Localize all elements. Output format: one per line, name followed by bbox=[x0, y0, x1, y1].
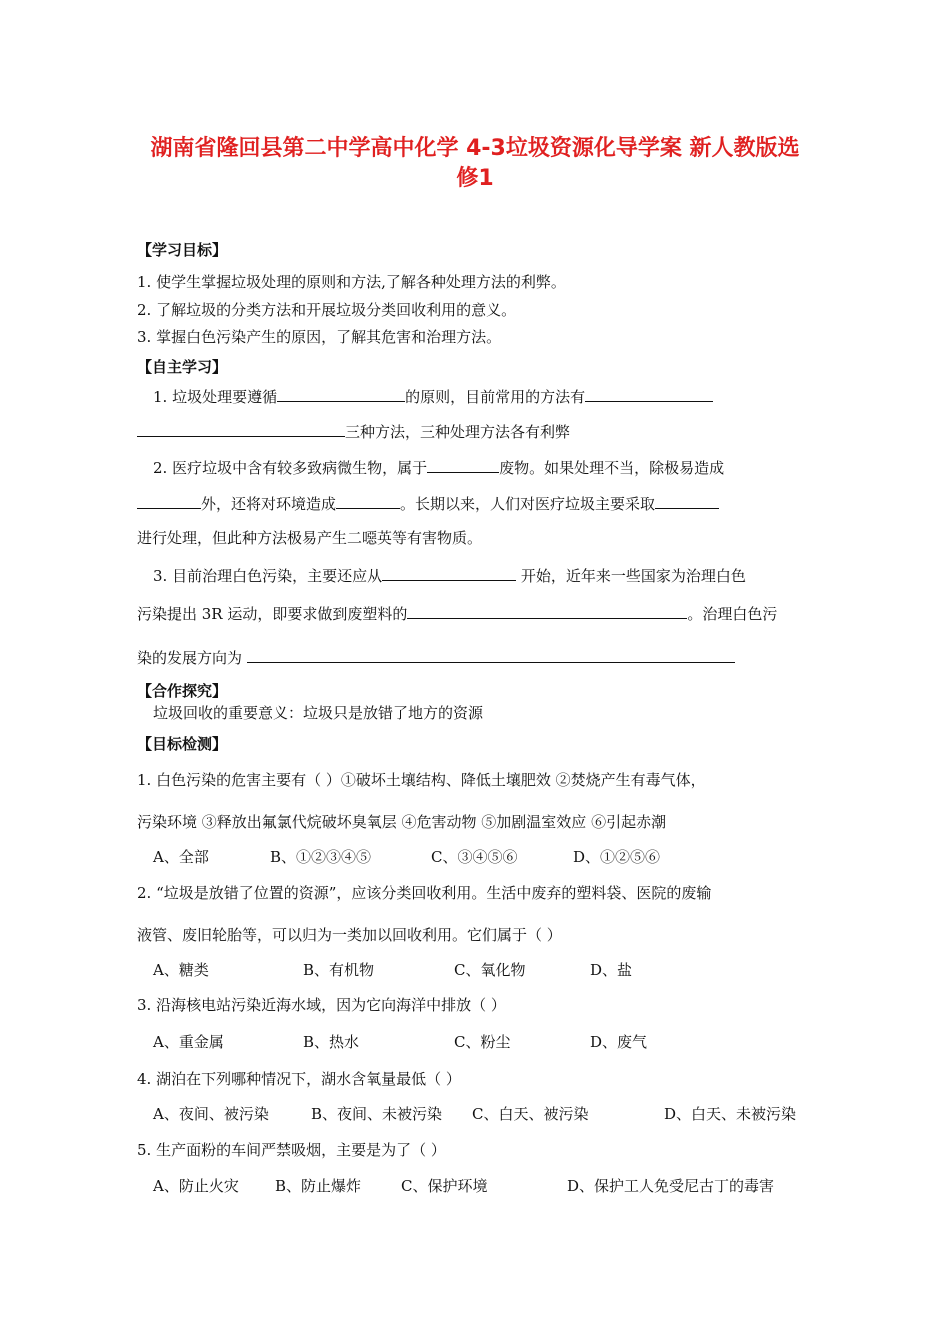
q5-option-c[interactable]: C、保护环境 bbox=[401, 1177, 488, 1195]
q3-blank-direction[interactable] bbox=[247, 646, 735, 663]
test-q1-options bbox=[153, 847, 660, 867]
test-q4-options bbox=[153, 1104, 796, 1124]
q1-option-c[interactable]: C、③④⑤⑥ bbox=[431, 848, 518, 866]
goal-item-3: 3. 掌握白色污染产生的原因，了解其危害和治理方法。 bbox=[137, 328, 502, 346]
q5-option-a[interactable]: A、防止火灾 bbox=[153, 1177, 239, 1195]
test-q2-line2: 液管、废旧轮胎等，可以归为一类加以回收利用。它们属于（ ） bbox=[137, 926, 562, 944]
test-q4: 4. 湖泊在下列哪种情况下，湖水含氧量最低（ ） bbox=[137, 1070, 461, 1088]
q3-text-a: 3. 目前治理白色污染，主要还应从 bbox=[153, 567, 383, 585]
section-heading-goals: 【学习目标】 bbox=[137, 241, 228, 259]
self-study-q1-line2 bbox=[137, 420, 570, 442]
q2-text-a: 2. 医疗垃圾中含有较多致病微生物，属于 bbox=[153, 459, 428, 477]
q1-blank-principle[interactable] bbox=[277, 385, 405, 402]
title-line-1: 湖南省隆回县第二中学高中化学 4-3垃圾资源化导学案 新人教版选 bbox=[150, 136, 800, 161]
q2-blank-treatment[interactable] bbox=[655, 492, 719, 509]
test-q2-options bbox=[153, 960, 632, 980]
q3-blank-3r[interactable] bbox=[407, 602, 687, 619]
test-q3: 3. 沿海核电站污染近海水域，因为它向海洋中排放（ ） bbox=[137, 996, 506, 1014]
q2-option-d[interactable]: D、盐 bbox=[590, 961, 633, 979]
q2-text-d: 。长期以来，人们对医疗垃圾主要采取 bbox=[400, 495, 656, 513]
q3-text-c: 污染提出 3R 运动，即要求做到废塑料的 bbox=[137, 605, 408, 623]
q3-option-b[interactable]: B、热水 bbox=[303, 1033, 360, 1051]
section-heading-cooperate: 【合作探究】 bbox=[137, 682, 228, 700]
q3-text-e: 染的发展方向为 bbox=[137, 649, 247, 667]
q4-option-d[interactable]: D、白天、未被污染 bbox=[664, 1105, 797, 1123]
self-study-q2-line2 bbox=[137, 492, 719, 514]
q1-blank-methods-1[interactable] bbox=[585, 385, 713, 402]
q4-option-a[interactable]: A、夜间、被污染 bbox=[153, 1105, 269, 1123]
test-q5: 5. 生产面粉的车间严禁吸烟，主要是为了（ ） bbox=[137, 1141, 446, 1159]
q4-option-c[interactable]: C、白天、被污染 bbox=[472, 1105, 589, 1123]
q2-blank-environment[interactable] bbox=[336, 492, 400, 509]
goal-item-1: 1. 使学生掌握垃圾处理的原则和方法,了解各种处理方法的利弊。 bbox=[137, 273, 566, 291]
q1-blank-methods-2[interactable] bbox=[137, 420, 345, 437]
test-q3-options bbox=[153, 1032, 647, 1052]
q2-blank-harm[interactable] bbox=[137, 492, 201, 509]
test-q1-line1: 1. 白色污染的危害主要有（ ）①破坏土壤结构、降低土壤肥效 ②焚烧产生有毒气体， bbox=[137, 771, 706, 789]
title-line-2: 修1 bbox=[456, 166, 494, 191]
q3-blank-start[interactable] bbox=[382, 564, 516, 581]
self-study-q1-line1 bbox=[153, 385, 713, 407]
q2-option-b[interactable]: B、有机物 bbox=[303, 961, 375, 979]
q1-option-a[interactable]: A、全部 bbox=[153, 848, 209, 866]
q1-text-a: 1. 垃圾处理要遵循 bbox=[153, 388, 278, 406]
test-q2-line1: 2. “垃圾是放错了位置的资源”，应该分类回收利用。生活中废弃的塑料袋、医院的废输 bbox=[137, 884, 712, 902]
q3-option-a[interactable]: A、重金属 bbox=[153, 1033, 224, 1051]
q2-text-b: 废物。如果处理不当，除极易造成 bbox=[499, 459, 725, 477]
q3-option-d[interactable]: D、废气 bbox=[590, 1033, 648, 1051]
q2-blank-waste-type[interactable] bbox=[427, 456, 499, 473]
section-heading-self-study: 【自主学习】 bbox=[137, 358, 228, 376]
self-study-q2-line1 bbox=[153, 456, 724, 478]
q5-option-d[interactable]: D、保护工人免受尼古丁的毒害 bbox=[567, 1177, 775, 1195]
test-q1-line2: 污染环境 ③释放出氟氯代烷破坏臭氧层 ④危害动物 ⑤加剧温室效应 ⑥引起赤潮 bbox=[137, 813, 667, 831]
q1-option-b[interactable]: B、①②③④⑤ bbox=[270, 848, 372, 866]
document-title bbox=[120, 134, 830, 194]
q3-text-b: 开始，近年来一些国家为治理白色 bbox=[516, 567, 746, 585]
q3-text-d: 。治理白色污 bbox=[687, 605, 778, 623]
goal-item-2: 2. 了解垃圾的分类方法和开展垃圾分类回收利用的意义。 bbox=[137, 301, 517, 319]
cooperate-text: 垃圾回收的重要意义：垃圾只是放错了地方的资源 bbox=[153, 704, 484, 722]
section-heading-test: 【目标检测】 bbox=[137, 735, 228, 753]
q4-option-b[interactable]: B、夜间、未被污染 bbox=[311, 1105, 443, 1123]
test-q5-options bbox=[153, 1176, 774, 1196]
q1-text-c: 三种方法，三种处理方法各有利弊 bbox=[345, 423, 571, 441]
q5-option-b[interactable]: B、防止爆炸 bbox=[275, 1177, 362, 1195]
q1-text-b: 的原则，目前常用的方法有 bbox=[405, 388, 586, 406]
q3-option-c[interactable]: C、粉尘 bbox=[454, 1033, 511, 1051]
q1-option-d[interactable]: D、①②⑤⑥ bbox=[573, 848, 661, 866]
q2-option-a[interactable]: A、糖类 bbox=[153, 961, 209, 979]
q2-text-c: 外，还将对环境造成 bbox=[201, 495, 337, 513]
self-study-q3-line2 bbox=[137, 602, 777, 624]
self-study-q3-line3 bbox=[137, 646, 735, 668]
self-study-q3-line1 bbox=[153, 564, 746, 586]
q2-option-c[interactable]: C、氧化物 bbox=[454, 961, 526, 979]
self-study-q2-line3: 进行处理，但此种方法极易产生二噁英等有害物质。 bbox=[137, 529, 483, 547]
